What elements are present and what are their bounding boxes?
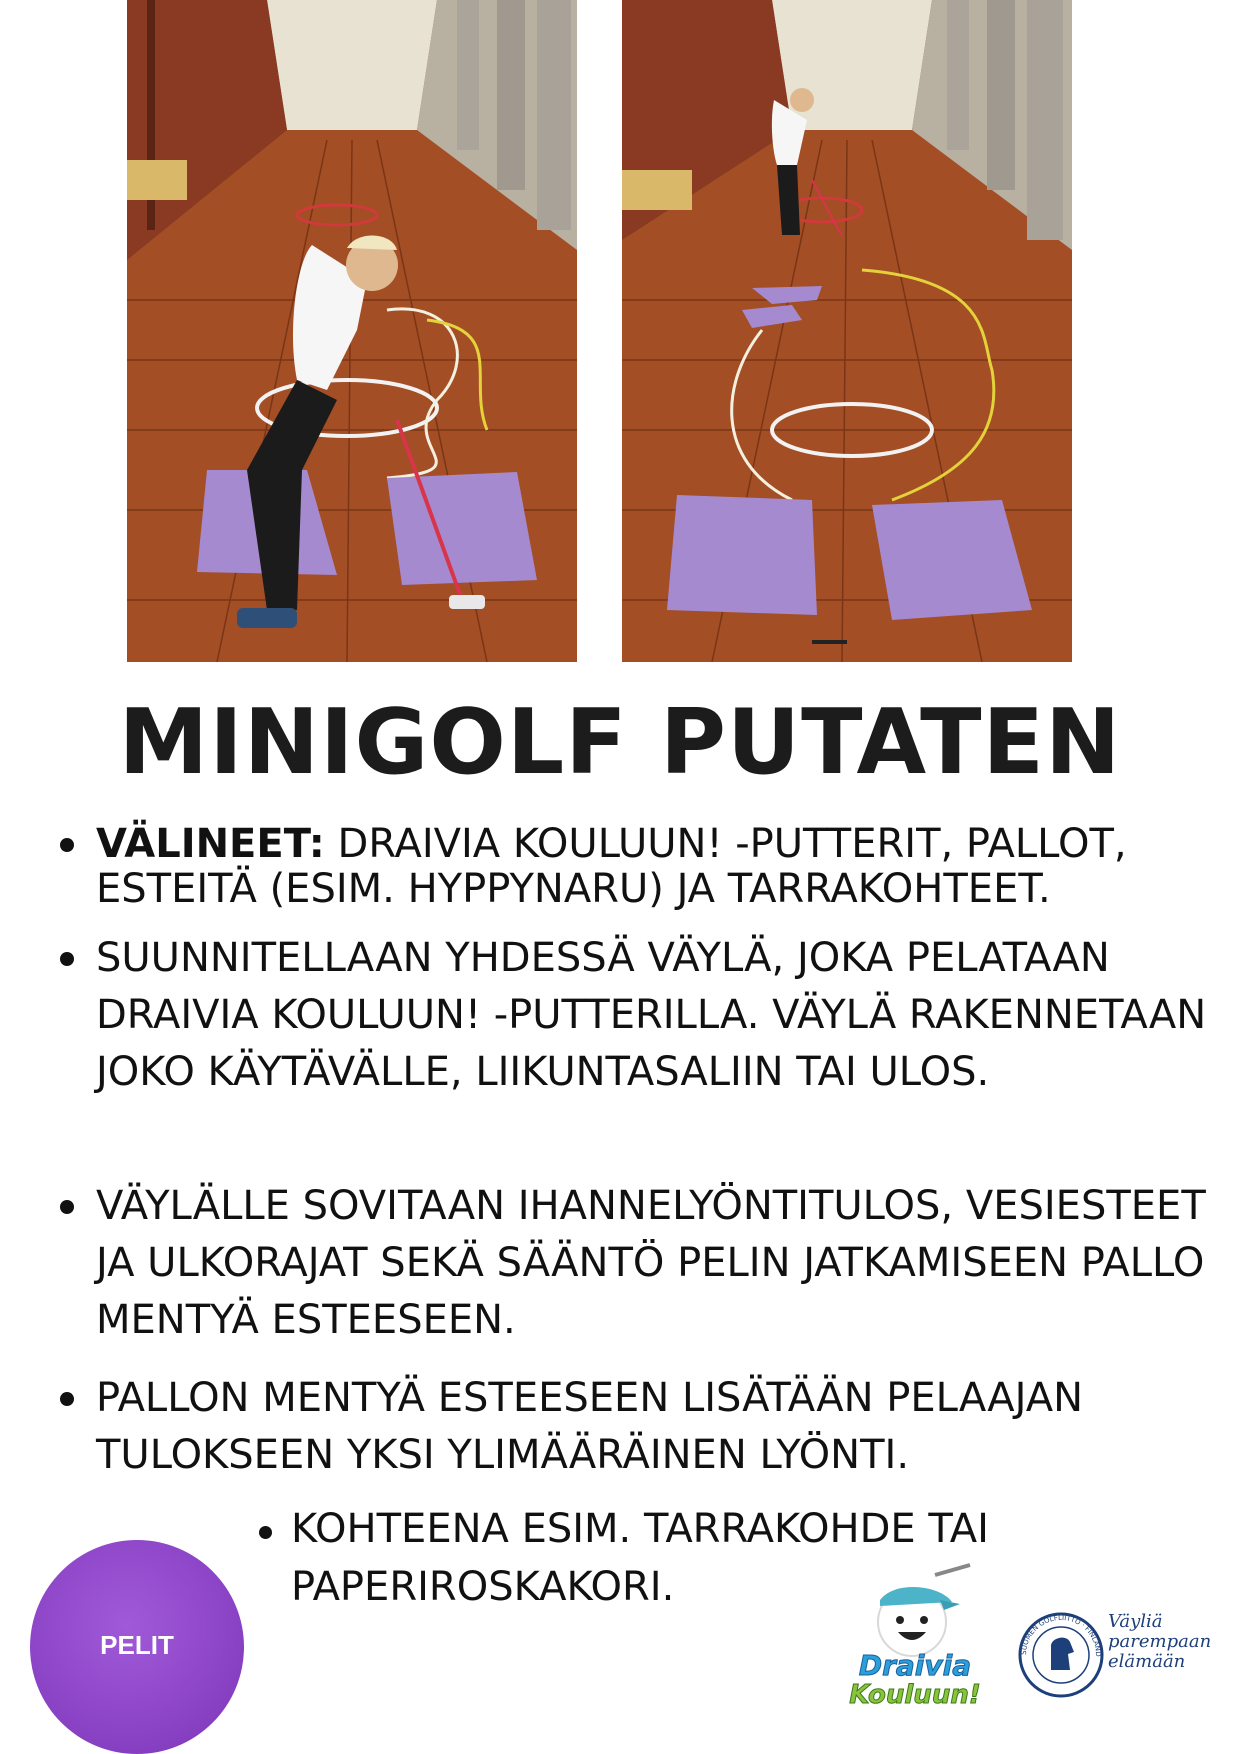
list-item-equipment <box>60 822 1210 912</box>
equipment-label: VÄLINEET: <box>96 821 325 867</box>
list-item-plan <box>60 930 1210 1101</box>
bullet-dot-icon <box>60 1392 74 1406</box>
page-title: MINIGOLF PUTATEN <box>118 690 1122 795</box>
photo-minigolf-left <box>127 0 577 662</box>
badge-label: PELIT <box>100 1630 174 1660</box>
list-item-rules <box>60 1178 1210 1349</box>
bullet-dot-icon <box>60 952 74 966</box>
bullet-dot-icon <box>259 1526 272 1539</box>
list-item-target <box>255 1500 1155 1616</box>
plan-text: SUUNNITELLAAN YHDESSÄ VÄYLÄ, JOKA PELATAAN DRAIVIA KOULUUN! -PUTTERILLA. VÄYLÄ RAKENNETAAN JOKO KÄYTÄVÄLLE, LIIKUNTASALIIN TAI ULOS. <box>96 935 1207 1095</box>
target-text: KOHTEENA ESIM. TARRAKOHDE TAI PAPERIROSKAKORI. <box>291 1506 989 1610</box>
bullet-dot-icon <box>60 1200 74 1214</box>
svg-text:Draivia: Draivia <box>858 1649 972 1682</box>
suomen-golfliitto-logo-icon <box>1018 1612 1104 1698</box>
draivia-kouluun-logo-icon <box>840 1560 990 1710</box>
equipment-text: DRAIVIA KOULUUN! -PUTTERIT, PALLOT, ESTEITÄ (ESIM. HYPPYNARU) JA TARRAKOHTEET. <box>96 821 1127 912</box>
svg-text:Kouluun!: Kouluun! <box>849 1680 981 1710</box>
slogan <box>1108 1612 1211 1672</box>
penalty-text: PALLON MENTYÄ ESTEESEEN LISÄTÄÄN PELAAJAN TULOKSEEN YKSI YLIMÄÄRÄINEN LYÖNTI. <box>96 1375 1084 1478</box>
rules-text: VÄYLÄLLE SOVITAAN IHANNELYÖNTITULOS, VESIESTEET JA ULKORAJAT SEKÄ SÄÄNTÖ PELIN JATKAMISEEN PALLO MENTYÄ ESTEESEEN. <box>96 1183 1206 1343</box>
slogan-line: elämään <box>1108 1651 1186 1672</box>
bullet-dot-icon <box>60 838 74 852</box>
svg-text:SUOMEN GOLFLIITTO · FINLAND: SUOMEN GOLFLIITTO · FINLAND <box>1019 1613 1103 1657</box>
golf-ball-badge <box>30 1540 244 1754</box>
list-item-penalty <box>60 1370 1210 1484</box>
slogan-line: Väyliä <box>1108 1611 1163 1632</box>
slogan-line: parempaan <box>1108 1631 1212 1652</box>
photo-minigolf-right <box>622 0 1072 662</box>
